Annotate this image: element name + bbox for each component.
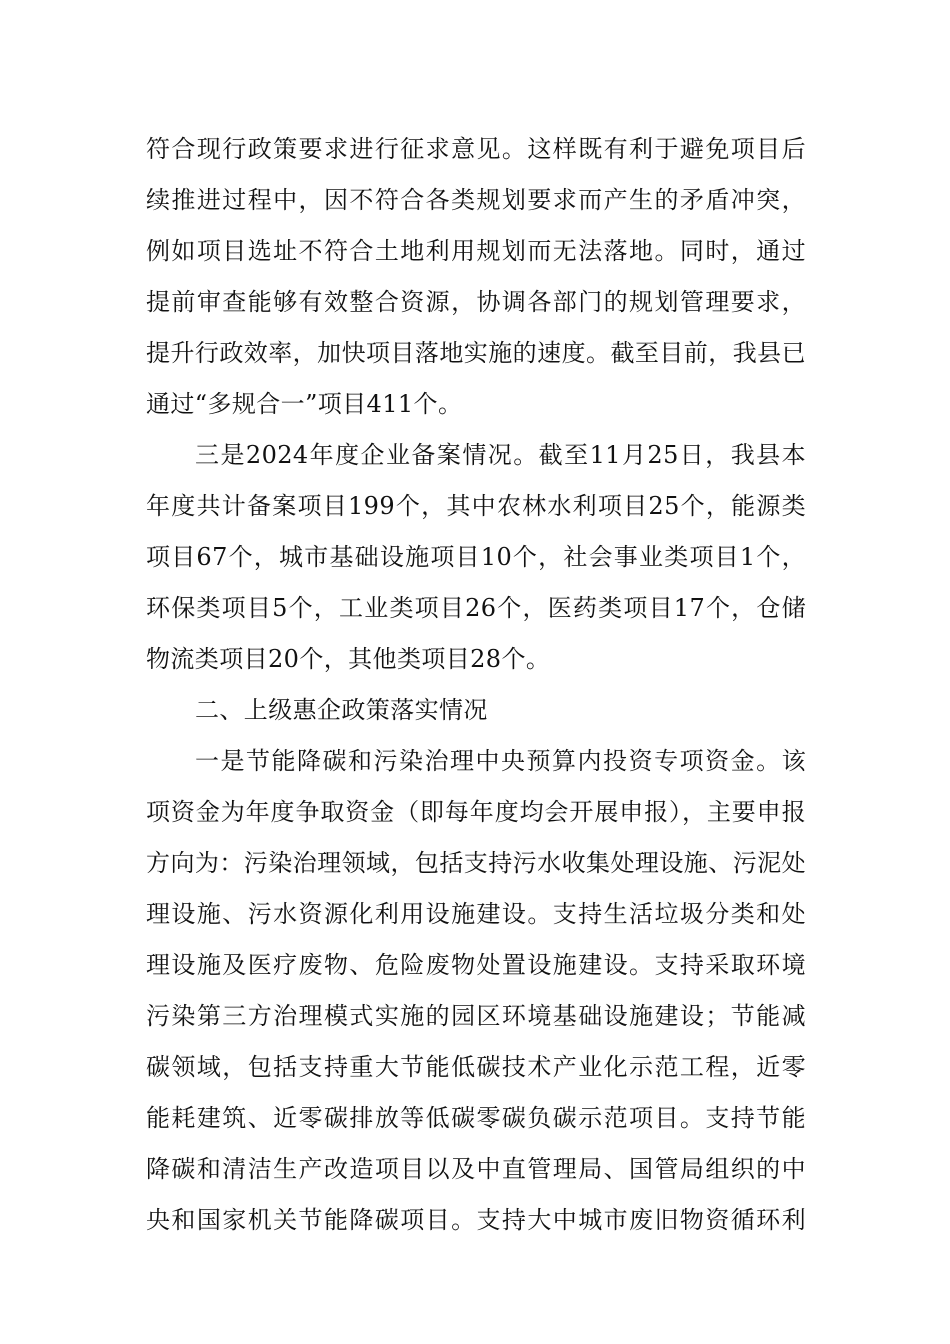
text-line: 央和国家机关节能降碳项目。支持大中城市废旧物资循环利 xyxy=(146,1206,806,1234)
text-line: 物流类项目20个，其他类项目28个。 xyxy=(146,645,551,673)
text-line: 理设施、污水资源化利用设施建设。支持生活垃圾分类和处 xyxy=(146,900,806,928)
section-heading: 二、上级惠企政策落实情况 xyxy=(195,696,488,724)
text-line: 项目67个，城市基础设施项目10个，社会事业类项目1个， xyxy=(146,543,806,571)
text-line: 通过“多规合一”项目411个。 xyxy=(146,390,463,418)
text-line: 碳领域，包括支持重大节能低碳技术产业化示范工程，近零 xyxy=(146,1053,806,1081)
text-line: 方向为：污染治理领域，包括支持污水收集处理设施、污泥处 xyxy=(146,849,806,877)
text-line: 符合现行政策要求进行征求意见。这样既有利于避免项目后 xyxy=(146,135,806,163)
text-line: 污染第三方治理模式实施的园区环境基础设施建设；节能减 xyxy=(146,1002,806,1030)
text-line: 例如项目选址不符合土地利用规划而无法落地。同时，通过 xyxy=(146,237,806,265)
text-line: 提前审查能够有效整合资源，协调各部门的规划管理要求， xyxy=(146,288,806,316)
paragraph-start-line: 一是节能降碳和污染治理中央预算内投资专项资金。该 xyxy=(195,747,806,775)
text-line: 年度共计备案项目199个，其中农林水利项目25个，能源类 xyxy=(146,492,806,520)
body-text xyxy=(146,124,806,1246)
text-line: 降碳和清洁生产改造项目以及中直管理局、国管局组织的中 xyxy=(146,1155,806,1183)
text-line: 能耗建筑、近零碳排放等低碳零碳负碳示范项目。支持节能 xyxy=(146,1104,806,1132)
paragraph-start-line: 三是2024年度企业备案情况。截至11月25日，我县本 xyxy=(195,441,806,469)
text-line: 续推进过程中，因不符合各类规划要求而产生的矛盾冲突， xyxy=(146,186,806,214)
text-line: 理设施及医疗废物、危险废物处置设施建设。支持采取环境 xyxy=(146,951,806,979)
text-line: 提升行政效率，加快项目落地实施的速度。截至目前，我县已 xyxy=(146,339,806,367)
text-line: 环保类项目5个，工业类项目26个，医药类项目17个，仓储 xyxy=(146,594,806,622)
text-line: 项资金为年度争取资金（即每年度均会开展申报），主要申报 xyxy=(146,798,806,826)
